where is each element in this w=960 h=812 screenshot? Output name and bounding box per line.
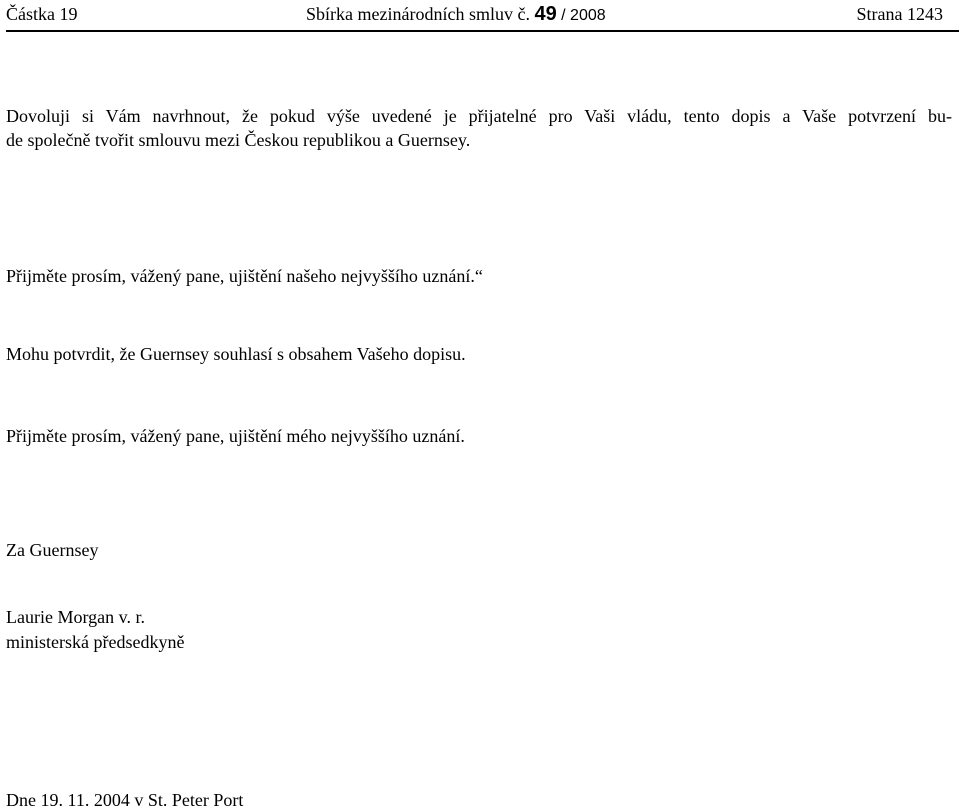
header-publication-prefix: Sbírka mezinárodních smluv č. (306, 4, 530, 24)
header-publication-title (306, 2, 606, 28)
signatory-name: Laurie Morgan v. r. (6, 607, 145, 627)
header-page-number: Strana 1243 (856, 4, 943, 24)
header-year: / 2008 (556, 7, 606, 24)
signatory-title: ministerská předsedkyně (6, 632, 185, 652)
proposal-paragraph (6, 104, 952, 152)
page-header (6, 2, 959, 28)
header-rule (6, 30, 959, 32)
signatory-for: Za Guernsey (6, 540, 99, 560)
closing-line-second: Přijměte prosím, vážený pane, ujištění mého nejvyššího uznání. (6, 426, 465, 446)
header-part-label: Částka 19 (6, 4, 78, 24)
proposal-paragraph-line-1: Dovoluji si Vám navrhnout, že pokud výše uvedené je přijatelné pro Vaši vládu, tento dopis a Vaše potvrzení bu- (6, 106, 952, 126)
proposal-paragraph-line-2: de společně tvořit smlouvu mezi Českou republikou a Guernsey. (6, 130, 471, 150)
header-issue-number: 49 (534, 3, 557, 25)
date-place: Dne 19. 11. 2004 v St. Peter Port (6, 790, 244, 810)
closing-line-first: Přijměte prosím, vážený pane, ujištění našeho nejvyššího uznání.“ (6, 266, 483, 286)
confirmation-sentence: Mohu potvrdit, že Guernsey souhlasí s obsahem Vašeho dopisu. (6, 344, 466, 364)
